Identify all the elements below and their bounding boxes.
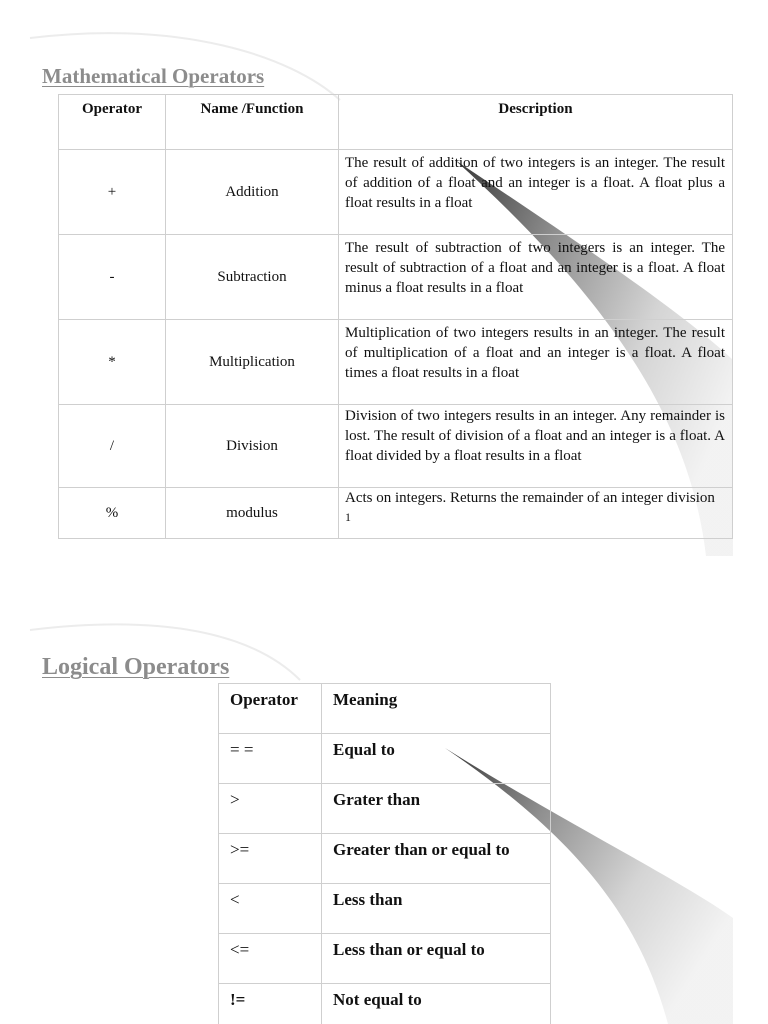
table-row (219, 934, 551, 984)
description-cell: Division of two integers results in an integer. Any remainder is lost. The result of division of a float and an integer is a float. A float divided by a float results in a float (339, 405, 733, 488)
table-header-row (59, 95, 733, 150)
header-name-function: Name /Function (166, 95, 339, 150)
logical-operators-table (218, 683, 551, 1024)
description-cell: The result of subtraction of two integers is an integer. The result of subtraction of a float and an integer is a float. A float minus a float results in a float (339, 235, 733, 320)
description-cell (339, 488, 733, 539)
meaning-cell: Not equal to (322, 984, 551, 1024)
operator-cell: > (219, 784, 322, 834)
table-header-row (219, 684, 551, 734)
name-cell: Subtraction (166, 235, 339, 320)
header-description: Description (339, 95, 733, 150)
header-meaning: Meaning (322, 684, 551, 734)
meaning-cell: Greater than or equal to (322, 834, 551, 884)
header-operator: Operator (59, 95, 166, 150)
page-number: 1 (345, 510, 351, 524)
table-row (59, 150, 733, 235)
math-section-title: Mathematical Operators (42, 64, 265, 88)
operator-cell: <= (219, 934, 322, 984)
meaning-cell: Equal to (322, 734, 551, 784)
meaning-cell: Less than (322, 884, 551, 934)
meaning-cell: Less than or equal to (322, 934, 551, 984)
operator-cell: + (59, 150, 166, 235)
math-operators-table (58, 94, 733, 539)
operator-cell: * (59, 320, 166, 405)
description-cell: The result of addition of two integers is an integer. The result of addition of a float and an integer is a float. A float plus a float results in a float (339, 150, 733, 235)
name-cell: modulus (166, 488, 339, 539)
operator-cell: % (59, 488, 166, 539)
table-row (59, 235, 733, 320)
operator-cell: / (59, 405, 166, 488)
description-text: Acts on integers. Returns the remainder of an integer division (345, 490, 715, 506)
table-row (59, 320, 733, 405)
table-row (219, 784, 551, 834)
operator-cell: - (59, 235, 166, 320)
table-row (219, 884, 551, 934)
operator-cell: < (219, 884, 322, 934)
operator-cell: = = (219, 734, 322, 784)
name-cell: Multiplication (166, 320, 339, 405)
operator-cell: >= (219, 834, 322, 884)
table-row (219, 834, 551, 884)
table-row (59, 488, 733, 539)
table-row (219, 734, 551, 784)
operator-cell: != (219, 984, 322, 1024)
meaning-cell: Grater than (322, 784, 551, 834)
header-operator: Operator (219, 684, 322, 734)
table-row (219, 984, 551, 1024)
logic-section-title: Logical Operators (42, 654, 230, 680)
description-cell: Multiplication of two integers results in an integer. The result of multiplication of a float and an integer is a float. A float times a float results in a float (339, 320, 733, 405)
name-cell: Division (166, 405, 339, 488)
name-cell: Addition (166, 150, 339, 235)
table-row (59, 405, 733, 488)
